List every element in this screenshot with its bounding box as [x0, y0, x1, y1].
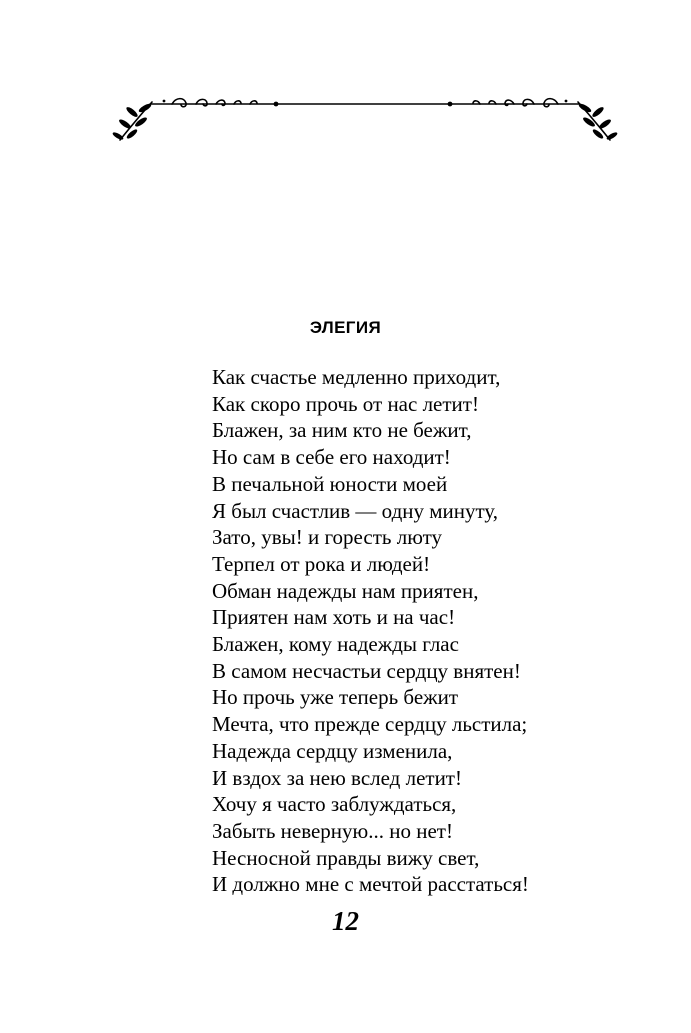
- poem-line: Приятен нам хоть и на час!: [212, 605, 456, 630]
- poem-line: Хочу я часто заблуждаться,: [212, 792, 457, 817]
- poem-line: Терпел от рока и людей!: [212, 551, 431, 576]
- poem-line: И должно мне с мечтой расстаться!: [212, 872, 529, 897]
- poem-line: И вздох за нею вслед летит!: [212, 765, 462, 790]
- poem-line: Обман надежды нам приятен,: [212, 578, 479, 603]
- poem-line: В печальной юности моей: [212, 471, 448, 496]
- poem-line: Блажен, кому надежды глас: [212, 632, 459, 657]
- poem-body: [212, 364, 682, 898]
- poem-line: Как скоро прочь от нас летит!: [212, 391, 479, 416]
- poem-line: Мечта, что прежде сердцу льстила;: [212, 712, 528, 737]
- poem-line: В самом несчастьи сердцу внятен!: [212, 658, 521, 683]
- poem-line: Несносной правды вижу свет,: [212, 845, 480, 870]
- poem-line: Надежда сердцу изменила,: [212, 738, 453, 763]
- poem-line: Но прочь уже теперь бежит: [212, 685, 459, 710]
- poem-line: Я был счастлив — одну минуту,: [212, 498, 499, 523]
- leafy-vine-divider-icon: [110, 86, 620, 150]
- poem-line: Как счастье медленно приходит,: [212, 365, 501, 389]
- poem-line: Но сам в себе его находит!: [212, 445, 451, 470]
- poem-line: Забыть неверную... но нет!: [212, 818, 453, 843]
- poem-line: Блажен, за ним кто не бежит,: [212, 418, 472, 443]
- page-number: 12: [332, 906, 359, 936]
- poem-title: ЭЛЕГИЯ: [309, 318, 382, 337]
- poem-line: Зато, увы! и горесть люту: [212, 525, 443, 550]
